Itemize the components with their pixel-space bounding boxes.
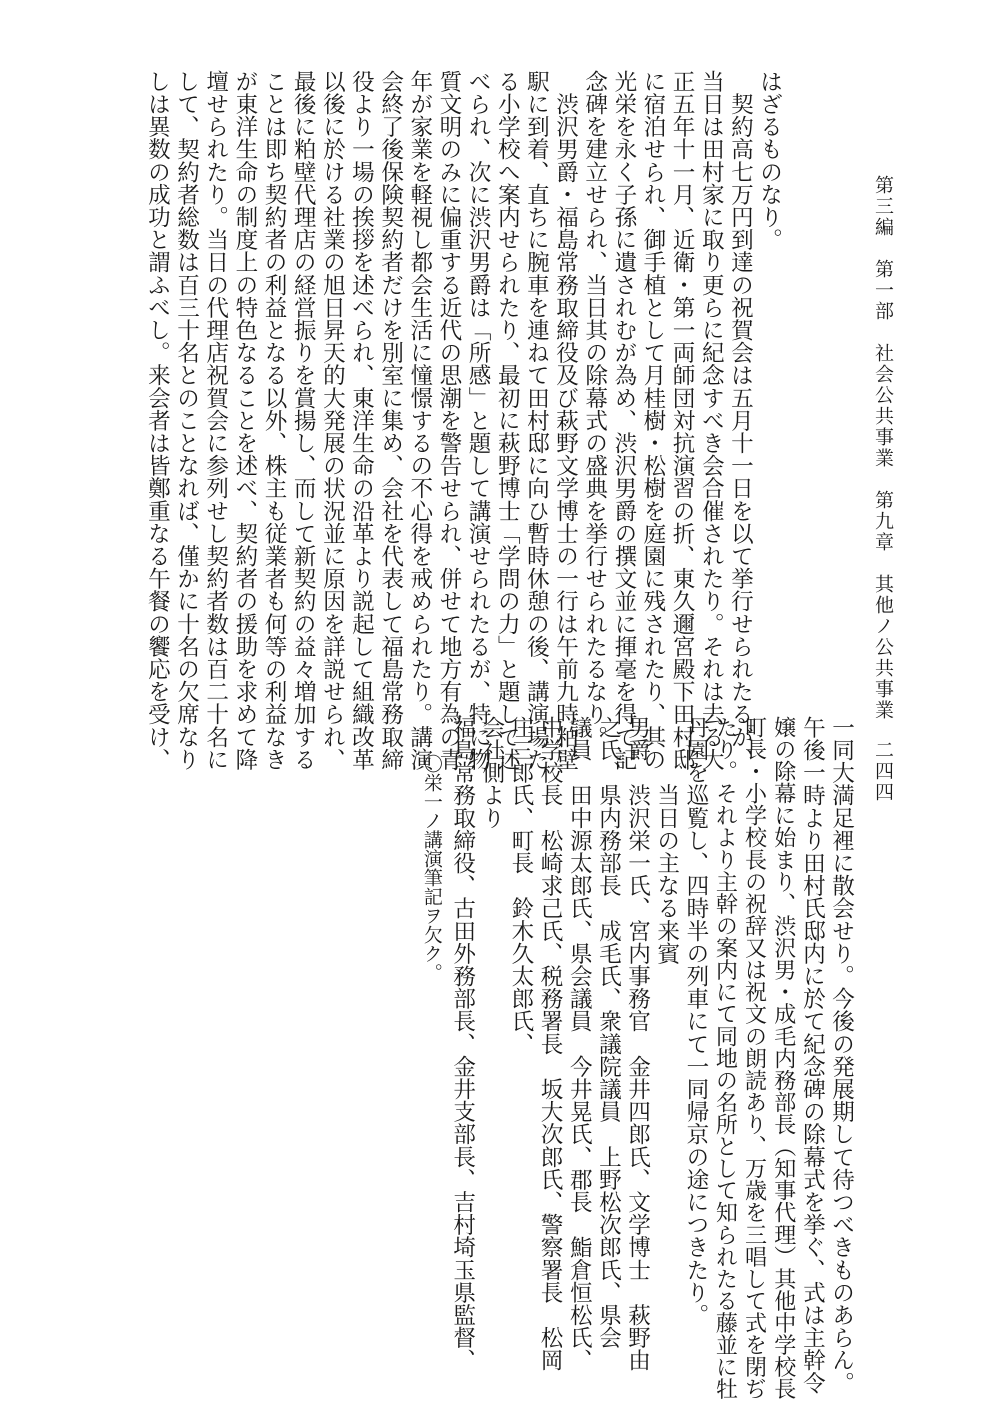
- text-column: 午後一時より田村氏邸内に於て紀念碑の除幕式を挙ぐ、式は主幹令: [799, 716, 826, 1394]
- page-number: 二四四: [872, 740, 894, 803]
- text-column: 以後に於ける社業の旭日昇天的大発展の状況並に原因を詳説せられ、: [319, 70, 346, 771]
- text-column: 光栄を永く子孫に遺されむが為め、渋沢男爵の撰文並に揮毫を得て記: [610, 70, 637, 771]
- text-column: 当日の主なる来賓: [653, 716, 680, 965]
- text-column: 中学校長 松崎求己氏、税務署長 坂大次郎氏、警察署長 松岡: [537, 716, 564, 1372]
- text-column: が東洋生命の制度上の特色なることを述べ、契約者の援助を求めて降: [231, 70, 258, 771]
- text-column: 嬢の除幕に始まり、渋沢男・成毛内務部長（知事代理）其他中学校長: [770, 716, 796, 1400]
- text-column: はざるものなり。: [756, 70, 783, 251]
- text-column: 丹園を巡覧し、四時半の列車にて一同帰京の途につきたり。: [682, 716, 709, 1327]
- text-column: 契約高七万円到達の祝賀会は五月十一日を以て挙行せられたるが、: [727, 70, 754, 771]
- text-column: たり。それより主幹の案内にて同地の名所として知られたる藤並に牡: [712, 716, 738, 1400]
- text-column: 質文明のみに偏重する近代の思潮を警告せられ、併せて地方有為の青: [435, 70, 462, 771]
- text-column: 念碑を建立せられ、当日其の除幕式の盛典を挙行せられたるなり。: [581, 70, 608, 748]
- text-column: 会終了後保険契約者だけを別室に集め、会社を代表して福島常務取締: [377, 70, 404, 771]
- text-column: 渋沢男爵・福島常務取締役及び萩野文学博士の一行は午前九時粕壁: [552, 70, 579, 771]
- text-column: に宿泊せられ、御手植として月桂樹・松樹を庭園に残されたり、其の: [639, 70, 666, 771]
- text-column: 〇栄一ノ講演筆記ヲ欠ク。: [420, 716, 443, 982]
- text-column: 役より一場の挨拶を述べられ、東洋生命の沿革より説起して組織改革: [348, 70, 375, 771]
- text-column: 町長・小学校長の祝辞又は祝文の朗読あり、万歳を三唱して式を閉ぢ: [741, 716, 767, 1400]
- text-column: ことは即ち契約者の利益となる以外、株主も従業者も何等の利益なき: [261, 70, 288, 771]
- text-column: 議員 田中源太郎氏、県会議員 今井晃氏、郡長 鮨倉恒松氏、: [566, 716, 593, 1372]
- text-column: 壇せられたり。当日の代理店祝賀会に参列せし契約者数は百二十名に: [202, 70, 229, 771]
- text-column: 男爵 渋沢栄一氏、宮内事務官 金井四郎氏、文学博士 萩野由: [624, 716, 651, 1372]
- text-column: 正五年十一月、近衛・第一両師団対抗演習の折、東久邇宮殿下田村邸: [669, 70, 696, 771]
- text-column: 当日は田村家に取り更らに紀念すべき会合催されたり。それは去る大: [698, 70, 725, 771]
- text-column: 会社側より: [478, 716, 505, 829]
- text-column: 最後に粕壁代理店の経営振りを賞揚し、而して新契約の益々増加する: [290, 70, 317, 771]
- text-column: して、契約者総数は百三十名とのことなれば、僅かに十名の欠席なり: [173, 70, 200, 771]
- text-column: る小学校へ案内せられたり、最初に萩野博士「学問の力」と題して述: [494, 70, 521, 771]
- text-column: 年が家業を軽視し都会生活に憧憬するの不心得を戒められたり。講演: [406, 70, 433, 771]
- text-column: 之氏、県内務部長 成毛氏、衆議院議員 上野松次郎氏、県会: [595, 716, 622, 1349]
- text-column: 駅に到着、直ちに腕車を連ねて田村邸に向ひ暫時休憩の後、講演場た: [523, 70, 550, 771]
- text-column: 庄三郎氏、町長 鈴木久太郎氏、: [507, 716, 534, 1055]
- text-column: 一同大満足裡に散会せり。今後の発展期して待つべきものあらん。: [828, 716, 855, 1394]
- text-column: しは異数の成功と謂ふべし。来会者は皆鄭重なる午餐の饗応を受け、: [144, 70, 171, 771]
- text-column: べられ、次に渋沢男爵は「所感」と題して講演せられたるが、特に物: [465, 70, 492, 771]
- text-column: 福島常務取締役、古田外務部長、金井支部長、吉村埼玉県監督、: [449, 716, 476, 1372]
- running-header: 第三編 第一部 社会公共事業 第九章 其他ノ公共事業: [872, 175, 894, 721]
